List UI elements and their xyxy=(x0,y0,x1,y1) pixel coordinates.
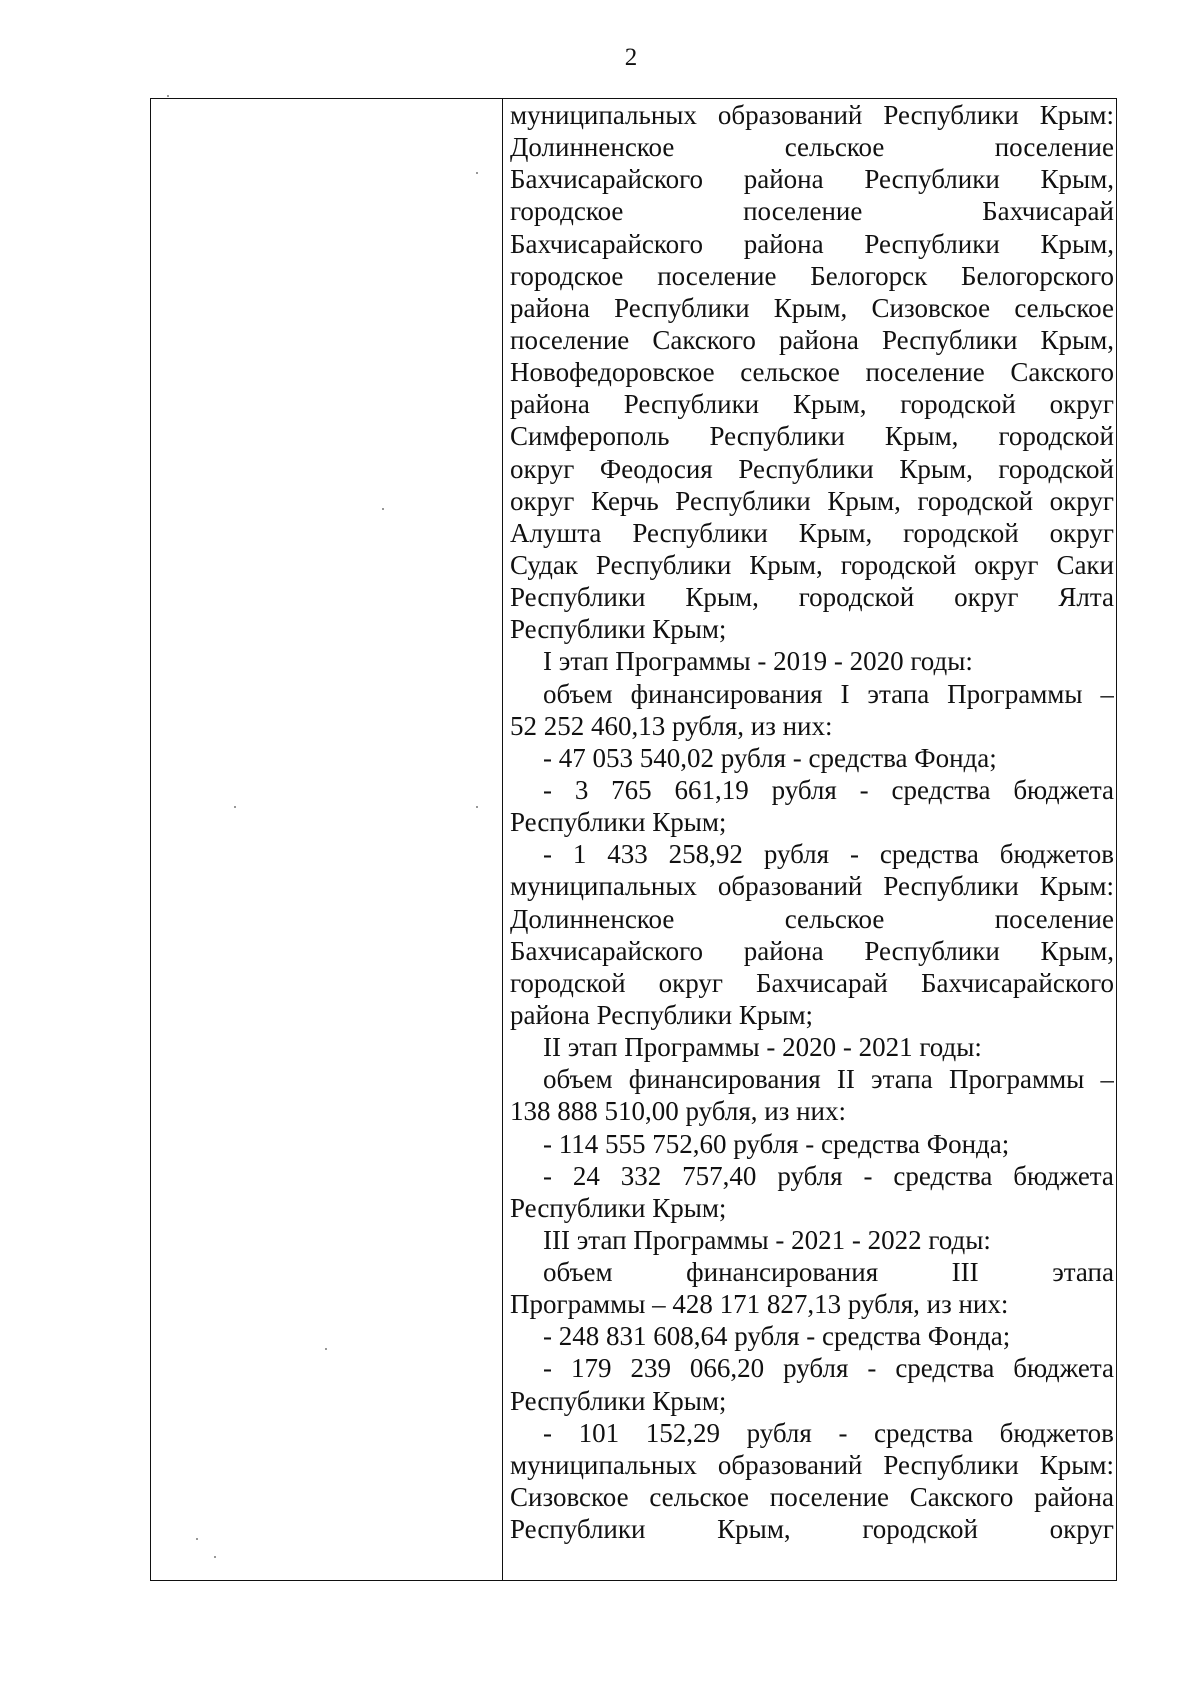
word: Крым, xyxy=(792,389,867,420)
word: бюджета xyxy=(1013,1160,1114,1191)
word: 24 xyxy=(572,1160,600,1191)
text-line xyxy=(510,292,1114,324)
word: бюджетов xyxy=(999,839,1114,870)
text-line xyxy=(510,163,1114,195)
word: - xyxy=(859,774,869,805)
word: – xyxy=(1100,678,1114,709)
word: округ xyxy=(510,485,575,516)
text-line xyxy=(510,678,1114,710)
word: - xyxy=(543,1160,552,1191)
word: объем xyxy=(543,1257,613,1288)
word: округ xyxy=(1049,389,1114,420)
word: объем xyxy=(543,678,613,709)
word: Белогорск xyxy=(810,260,928,291)
text-line: III этап Программы - 2021 - 2022 годы: xyxy=(543,1224,991,1255)
text-line: - 47 053 540,02 рубля - средства Фонда; xyxy=(543,742,997,773)
word: 3 xyxy=(574,774,589,805)
word: Республики xyxy=(883,1449,1019,1480)
word: - xyxy=(543,1353,552,1384)
word: бюджетов xyxy=(999,1417,1114,1448)
word: Крым, xyxy=(685,582,759,613)
word: городской xyxy=(510,967,626,998)
word: района xyxy=(1034,1482,1114,1513)
word: Сакского xyxy=(652,324,756,355)
scan-speck xyxy=(382,508,384,510)
text-line xyxy=(510,453,1114,485)
word: этапа xyxy=(1052,1257,1114,1288)
word: - xyxy=(863,1160,873,1191)
word: района xyxy=(510,292,590,323)
word: 765 xyxy=(611,774,652,805)
word: - xyxy=(838,1417,848,1448)
word: Республики xyxy=(738,453,874,484)
word: городской xyxy=(998,453,1114,484)
word: Сизовское xyxy=(871,292,991,323)
text-line xyxy=(510,870,1114,902)
word: Бахчисарайского xyxy=(510,228,704,259)
text-line xyxy=(510,485,1114,517)
word: Республики xyxy=(864,228,1000,259)
word: поселение xyxy=(510,324,630,355)
word: Крым, xyxy=(749,549,823,580)
word: средства xyxy=(895,1353,995,1384)
word: Бахчисарайского xyxy=(510,935,704,966)
word: городской xyxy=(903,517,1019,548)
word: округ xyxy=(954,582,1019,613)
word: городской xyxy=(900,389,1016,420)
word: Республики xyxy=(632,517,768,548)
word: округ xyxy=(974,549,1039,580)
word: рубля xyxy=(771,774,837,805)
word: района xyxy=(743,228,824,259)
word: Республики xyxy=(864,935,1000,966)
word: бюджета xyxy=(1013,774,1114,805)
text-line: I этап Программы - 2019 - 2020 годы: xyxy=(543,646,973,677)
word: муниципальных xyxy=(510,100,697,130)
word: рубля xyxy=(746,1417,812,1448)
word: поселение xyxy=(743,196,863,227)
word: поселение xyxy=(865,357,985,388)
word: этапа xyxy=(867,678,930,709)
word: III xyxy=(951,1257,979,1288)
word: муниципальных xyxy=(510,1449,697,1480)
word: II xyxy=(836,1064,855,1095)
text-line xyxy=(510,324,1114,356)
word: округ xyxy=(510,453,575,484)
word: - xyxy=(849,839,859,870)
word: средства xyxy=(879,839,979,870)
word: Крым, xyxy=(1040,164,1114,195)
text-line xyxy=(510,388,1114,420)
word: сельское xyxy=(740,357,840,388)
word: Сакского xyxy=(1010,357,1114,388)
word: Бахчисарайского xyxy=(920,967,1114,998)
text-line xyxy=(510,260,1114,292)
word: округ xyxy=(658,967,723,998)
text-line xyxy=(510,356,1114,388)
text-line xyxy=(510,420,1114,452)
word: - xyxy=(543,774,552,805)
word: городской xyxy=(840,549,957,580)
text-line xyxy=(510,228,1114,260)
page-number: 2 xyxy=(624,44,638,71)
word: Керчь xyxy=(590,485,659,516)
word: Крым, xyxy=(798,517,873,548)
word: городской xyxy=(917,485,1034,516)
word: Республики xyxy=(881,324,1018,355)
word: района xyxy=(779,324,859,355)
word: Республики xyxy=(675,485,811,516)
word: городское xyxy=(510,260,624,291)
word: Крым, xyxy=(1040,228,1114,259)
word: Крым, xyxy=(1040,324,1114,355)
word: поселение xyxy=(994,903,1114,934)
word: муниципальных xyxy=(510,871,697,902)
scan-speck xyxy=(325,1348,327,1350)
word: округ xyxy=(1049,517,1114,548)
word: Новофедоровское xyxy=(510,357,715,388)
word: 1 xyxy=(572,839,587,870)
word: 433 xyxy=(607,839,648,870)
text-line xyxy=(510,1352,1114,1384)
text-line xyxy=(510,935,1114,967)
word: Республики xyxy=(709,421,845,452)
text-line: Республики Крым; xyxy=(510,1385,727,1416)
word: Судак xyxy=(510,549,578,580)
word: Республики xyxy=(623,389,760,420)
scan-speck xyxy=(196,1538,198,1540)
text-line xyxy=(510,581,1114,613)
text-line xyxy=(510,1160,1114,1192)
word: городской xyxy=(798,582,915,613)
text-line xyxy=(510,549,1114,581)
word: 258,92 xyxy=(668,839,743,870)
word: Крым, xyxy=(717,1514,791,1545)
word: - xyxy=(543,839,552,870)
word: Республики xyxy=(510,1514,646,1545)
word: поселение xyxy=(657,260,777,291)
word: Республики xyxy=(883,871,1019,902)
text-line: Республики Крым; xyxy=(510,1192,727,1223)
word: 661,19 xyxy=(674,774,749,805)
word: Крым, xyxy=(827,485,901,516)
word: Республики xyxy=(883,100,1019,130)
word: финансирования xyxy=(686,1257,879,1288)
text-line: Республики Крым; xyxy=(510,614,727,645)
word: Республики xyxy=(614,292,750,323)
word: образований xyxy=(717,871,863,902)
word: финансирования xyxy=(628,1064,821,1095)
word: Алушта xyxy=(510,517,602,548)
table-right-cell xyxy=(504,99,1116,1580)
word: Саки xyxy=(1056,549,1114,580)
word: - xyxy=(543,1417,552,1448)
scan-speck xyxy=(476,806,478,808)
document-table xyxy=(150,98,1117,1581)
text-line xyxy=(510,1417,1114,1449)
word: средства xyxy=(891,774,991,805)
word: 757,40 xyxy=(682,1160,757,1191)
word: 101 xyxy=(578,1417,620,1448)
scan-speck xyxy=(234,806,236,808)
word: сельское xyxy=(784,132,885,163)
text-line xyxy=(510,1063,1114,1095)
word: I xyxy=(840,678,850,709)
word: средства xyxy=(893,1160,993,1191)
word: Программы xyxy=(948,1064,1085,1095)
text-line xyxy=(510,1481,1114,1513)
word: поселение xyxy=(994,132,1114,163)
word: - xyxy=(867,1353,877,1384)
scan-speck xyxy=(167,95,169,97)
word: – xyxy=(1100,1064,1114,1095)
word: городской xyxy=(862,1514,978,1545)
word: Ялта xyxy=(1058,582,1114,613)
word: Белогорского xyxy=(960,260,1114,291)
word: Программы xyxy=(947,678,1083,709)
text-line: - 114 555 752,60 рубля - средства Фонда; xyxy=(543,1128,1010,1159)
word: 239 xyxy=(630,1353,671,1384)
text-line: Республики Крым; xyxy=(510,807,727,838)
word: сельское xyxy=(784,903,885,934)
text-line xyxy=(510,903,1114,935)
word: Крым, xyxy=(1040,935,1114,966)
text-line xyxy=(510,1513,1114,1545)
text-line: Программы – 428 171 827,13 рубля, из них: xyxy=(510,1289,1009,1320)
word: рубля xyxy=(783,1353,849,1384)
word: Долинненское xyxy=(510,903,675,934)
word: округ xyxy=(1049,1514,1114,1545)
text-line: II этап Программы - 2020 - 2021 годы: xyxy=(543,1032,982,1063)
text-line: 138 888 510,00 рубля, из них: xyxy=(510,1096,847,1127)
word: района xyxy=(743,164,824,195)
word: 152,29 xyxy=(645,1417,720,1448)
word: 332 xyxy=(620,1160,662,1191)
word: Бахчисарайского xyxy=(510,164,704,195)
word: Республики xyxy=(595,549,732,580)
text-line xyxy=(510,517,1114,549)
word: Крым: xyxy=(1039,100,1114,130)
word: городской xyxy=(998,421,1114,452)
word: образований xyxy=(717,1449,863,1480)
text-line xyxy=(510,99,1114,131)
word: округ xyxy=(1049,485,1114,516)
word: Крым: xyxy=(1039,1449,1114,1480)
text-line xyxy=(510,967,1114,999)
word: Симферополь xyxy=(510,421,670,452)
word: бюджета xyxy=(1013,1353,1114,1384)
text-line xyxy=(510,131,1114,163)
word: района xyxy=(510,389,590,420)
word: образований xyxy=(717,100,863,130)
word: Сизовское xyxy=(510,1482,629,1513)
text-line: - 248 831 608,64 рубля - средства Фонда; xyxy=(543,1321,1011,1352)
word: поселение xyxy=(769,1482,890,1513)
word: рубля xyxy=(777,1160,843,1191)
word: Республики xyxy=(510,582,646,613)
word: средства xyxy=(874,1417,974,1448)
word: этапа xyxy=(871,1064,933,1095)
word: Долинненское xyxy=(510,132,675,163)
word: Бахчисарай xyxy=(982,196,1114,227)
word: Феодосия xyxy=(599,453,713,484)
word: рубля xyxy=(763,839,830,870)
word: финансирования xyxy=(630,678,823,709)
text-line xyxy=(510,774,1114,806)
word: сельское xyxy=(1014,292,1114,323)
text-line: района Республики Крым; xyxy=(510,999,814,1030)
word: района xyxy=(743,935,824,966)
word: Крым, xyxy=(899,453,973,484)
word: Крым, xyxy=(884,421,959,452)
word: Крым: xyxy=(1039,871,1114,902)
word: Сакского xyxy=(909,1482,1014,1513)
word: Крым, xyxy=(773,292,848,323)
word: 179 xyxy=(570,1353,612,1384)
word: 066,20 xyxy=(689,1353,765,1384)
text-line xyxy=(510,1256,1114,1288)
table-left-cell xyxy=(151,99,503,1580)
word: Бахчисарай xyxy=(755,967,888,998)
text-line xyxy=(510,1449,1114,1481)
word: городское xyxy=(510,196,624,227)
word: Республики xyxy=(864,164,1000,195)
text-line xyxy=(510,195,1114,227)
word: сельское xyxy=(649,1482,749,1513)
scan-speck xyxy=(476,172,478,174)
text-line xyxy=(510,838,1114,870)
scan-speck xyxy=(214,1556,216,1558)
word: объем xyxy=(543,1064,613,1095)
text-line: 52 252 460,13 рубля, из них: xyxy=(510,710,833,741)
